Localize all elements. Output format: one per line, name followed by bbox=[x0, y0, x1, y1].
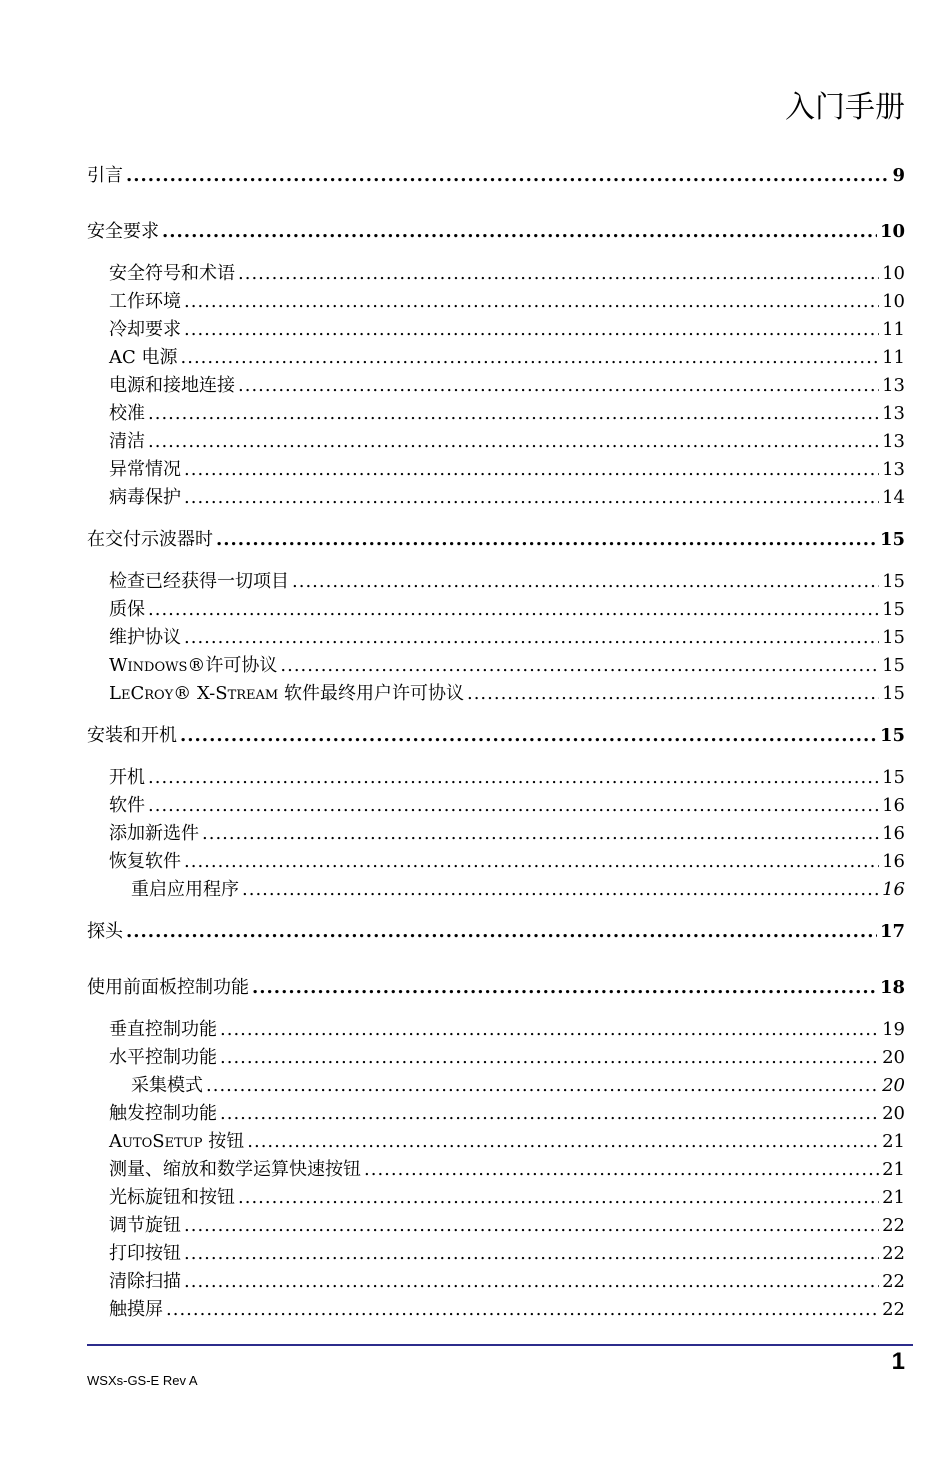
toc-entry-label: 安全符号和术语 bbox=[109, 263, 235, 284]
toc-entry-label: 光标旋钮和按钮 bbox=[109, 1187, 235, 1208]
toc-entry[interactable] bbox=[87, 652, 905, 680]
toc-leader-dots bbox=[220, 1044, 879, 1072]
toc-leader-dots bbox=[242, 876, 879, 904]
toc-leader-dots bbox=[148, 400, 879, 428]
toc-entry-page: 10 bbox=[882, 291, 905, 312]
toc-entry-label: 触发控制功能 bbox=[109, 1103, 217, 1124]
toc-entry-page: 15 bbox=[882, 655, 905, 676]
toc-entry-label: 检查已经获得一切项目 bbox=[109, 571, 289, 592]
toc-entry-page: 15 bbox=[882, 599, 905, 620]
toc-leader-dots bbox=[126, 162, 889, 190]
toc-entry[interactable] bbox=[87, 764, 905, 792]
toc-entry-page: 18 bbox=[879, 977, 905, 998]
toc-entry-page: 15 bbox=[879, 529, 905, 550]
toc-entry[interactable] bbox=[87, 218, 905, 246]
toc-entry[interactable] bbox=[87, 792, 905, 820]
toc-leader-dots bbox=[202, 820, 879, 848]
toc-entry-label: 维护协议 bbox=[109, 627, 181, 648]
toc-leader-dots bbox=[280, 652, 879, 680]
toc-entry[interactable] bbox=[87, 1100, 905, 1128]
table-of-contents bbox=[87, 162, 905, 1324]
page-number: 1 bbox=[891, 1348, 905, 1375]
toc-leader-dots bbox=[184, 1212, 879, 1240]
toc-entry[interactable] bbox=[87, 344, 905, 372]
toc-leader-dots bbox=[162, 218, 877, 246]
toc-entry-label: 重启应用程序 bbox=[131, 879, 239, 900]
toc-leader-dots bbox=[184, 848, 879, 876]
toc-entry[interactable] bbox=[87, 722, 905, 750]
toc-leader-dots bbox=[292, 568, 879, 596]
toc-entry-label: 质保 bbox=[109, 599, 145, 620]
toc-entry-page: 20 bbox=[882, 1103, 905, 1124]
toc-entry-page: 22 bbox=[882, 1271, 905, 1292]
toc-entry-page: 21 bbox=[882, 1159, 905, 1180]
toc-entry-page: 22 bbox=[882, 1243, 905, 1264]
toc-leader-dots bbox=[184, 288, 879, 316]
toc-leader-dots bbox=[148, 596, 879, 624]
toc-entry[interactable] bbox=[87, 1072, 905, 1100]
toc-entry[interactable] bbox=[87, 1268, 905, 1296]
toc-leader-dots bbox=[220, 1100, 879, 1128]
toc-entry-label: 使用前面板控制功能 bbox=[87, 977, 249, 998]
toc-entry-label: LECROY® X-STREAM 软件最终用户许可协议 bbox=[109, 683, 464, 704]
toc-leader-dots bbox=[238, 1184, 879, 1212]
toc-entry-page: 19 bbox=[882, 1019, 905, 1040]
toc-entry-label: 开机 bbox=[109, 767, 145, 788]
toc-leader-dots bbox=[206, 1072, 879, 1100]
toc-leader-dots bbox=[181, 344, 880, 372]
toc-entry[interactable] bbox=[87, 624, 905, 652]
toc-leader-dots bbox=[467, 680, 879, 708]
toc-entry-label: 调节旋钮 bbox=[109, 1215, 181, 1236]
toc-entry-page: 21 bbox=[882, 1187, 905, 1208]
toc-entry-page: 22 bbox=[882, 1215, 905, 1236]
toc-entry-label: 垂直控制功能 bbox=[109, 1019, 217, 1040]
toc-entry-label: 探头 bbox=[87, 921, 123, 942]
toc-entry-page: 14 bbox=[882, 487, 905, 508]
toc-entry-page: 9 bbox=[892, 165, 905, 186]
toc-leader-dots bbox=[166, 1296, 879, 1324]
toc-leader-dots bbox=[148, 764, 879, 792]
toc-entry-page: 15 bbox=[882, 767, 905, 788]
toc-entry[interactable] bbox=[87, 484, 905, 512]
toc-leader-dots bbox=[220, 1016, 879, 1044]
toc-leader-dots bbox=[184, 484, 879, 512]
toc-entry-page: 15 bbox=[879, 725, 905, 746]
toc-entry-label: 在交付示波器时 bbox=[87, 529, 213, 550]
toc-entry-page: 17 bbox=[879, 921, 905, 942]
toc-entry[interactable] bbox=[87, 918, 905, 946]
toc-entry[interactable] bbox=[87, 1128, 905, 1156]
toc-entry[interactable] bbox=[87, 456, 905, 484]
toc-entry[interactable] bbox=[87, 316, 905, 344]
toc-entry[interactable] bbox=[87, 1240, 905, 1268]
toc-entry-label: 恢复软件 bbox=[109, 851, 181, 872]
toc-entry[interactable] bbox=[87, 876, 905, 904]
toc-entry-page: 16 bbox=[882, 879, 905, 900]
toc-entry-page: 16 bbox=[882, 795, 905, 816]
toc-entry-page: 16 bbox=[882, 823, 905, 844]
toc-entry-page: 13 bbox=[882, 459, 905, 480]
toc-leader-dots bbox=[184, 624, 879, 652]
toc-entry[interactable] bbox=[87, 596, 905, 624]
toc-leader-dots bbox=[184, 316, 879, 344]
toc-leader-dots bbox=[126, 918, 877, 946]
toc-entry-label: 异常情况 bbox=[109, 459, 181, 480]
toc-leader-dots bbox=[252, 974, 877, 1002]
toc-leader-dots bbox=[238, 372, 879, 400]
toc-leader-dots bbox=[247, 1128, 879, 1156]
toc-entry-page: 11 bbox=[882, 319, 905, 340]
toc-entry-label: AC 电源 bbox=[109, 347, 178, 368]
toc-leader-dots bbox=[238, 260, 879, 288]
page-title: 入门手册 bbox=[785, 90, 905, 125]
toc-entry-label: 采集模式 bbox=[131, 1075, 203, 1096]
toc-entry[interactable] bbox=[87, 1296, 905, 1324]
toc-entry[interactable] bbox=[87, 1212, 905, 1240]
toc-entry-label: 打印按钮 bbox=[109, 1243, 181, 1264]
toc-entry-label: 电源和接地连接 bbox=[109, 375, 235, 396]
toc-leader-dots bbox=[184, 1240, 879, 1268]
toc-entry[interactable] bbox=[87, 974, 905, 1002]
toc-entry-label: 软件 bbox=[109, 795, 145, 816]
toc-entry-page: 13 bbox=[882, 375, 905, 396]
toc-leader-dots bbox=[148, 792, 879, 820]
toc-entry-page: 15 bbox=[882, 683, 905, 704]
toc-entry-label: 清除扫描 bbox=[109, 1271, 181, 1292]
toc-leader-dots bbox=[184, 1268, 879, 1296]
toc-entry-label: AUTOSETUP 按钮 bbox=[109, 1131, 245, 1152]
toc-entry[interactable] bbox=[87, 400, 905, 428]
toc-entry-page: 11 bbox=[882, 347, 905, 368]
toc-leader-dots bbox=[180, 722, 877, 750]
toc-entry[interactable] bbox=[87, 526, 905, 554]
toc-entry-page: 20 bbox=[882, 1075, 905, 1096]
toc-entry-label: 安全要求 bbox=[87, 221, 159, 242]
toc-entry-page: 21 bbox=[882, 1131, 905, 1152]
toc-entry-label: 触摸屏 bbox=[109, 1299, 163, 1320]
toc-entry-page: 15 bbox=[882, 571, 905, 592]
toc-entry-page: 10 bbox=[879, 221, 905, 242]
toc-entry-page: 22 bbox=[882, 1299, 905, 1320]
toc-entry[interactable] bbox=[87, 260, 905, 288]
toc-entry[interactable] bbox=[87, 428, 905, 456]
toc-entry-page: 15 bbox=[882, 627, 905, 648]
toc-entry[interactable] bbox=[87, 820, 905, 848]
toc-entry[interactable] bbox=[87, 568, 905, 596]
toc-entry-label: 校准 bbox=[109, 403, 145, 424]
toc-entry-page: 13 bbox=[882, 403, 905, 424]
toc-entry-page: 10 bbox=[882, 263, 905, 284]
toc-entry-label: 引言 bbox=[87, 165, 123, 186]
toc-entry-page: 20 bbox=[882, 1047, 905, 1068]
toc-entry-label: 工作环境 bbox=[109, 291, 181, 312]
toc-leader-dots bbox=[184, 456, 879, 484]
toc-entry[interactable] bbox=[87, 162, 905, 190]
toc-entry-label: 测量、缩放和数学运算快速按钮 bbox=[109, 1159, 361, 1180]
toc-entry-label: 安装和开机 bbox=[87, 725, 177, 746]
toc-leader-dots bbox=[148, 428, 879, 456]
toc-entry-label: 病毒保护 bbox=[109, 487, 181, 508]
toc-entry[interactable] bbox=[87, 1184, 905, 1212]
toc-entry[interactable] bbox=[87, 1044, 905, 1072]
toc-entry[interactable] bbox=[87, 1016, 905, 1044]
toc-entry[interactable] bbox=[87, 848, 905, 876]
document-code: WSXs-GS-E Rev A bbox=[87, 1373, 198, 1388]
toc-entry[interactable] bbox=[87, 680, 905, 708]
toc-entry[interactable] bbox=[87, 372, 905, 400]
toc-entry-label: 水平控制功能 bbox=[109, 1047, 217, 1068]
toc-leader-dots bbox=[216, 526, 877, 554]
toc-entry-label: 添加新选件 bbox=[109, 823, 199, 844]
toc-entry-label: 清洁 bbox=[109, 431, 145, 452]
toc-entry[interactable] bbox=[87, 288, 905, 316]
toc-entry-label: 冷却要求 bbox=[109, 319, 181, 340]
toc-entry-page: 16 bbox=[882, 851, 905, 872]
toc-entry-label: WINDOWS®许可协议 bbox=[109, 655, 278, 676]
toc-leader-dots bbox=[364, 1156, 879, 1184]
toc-entry-page: 13 bbox=[882, 431, 905, 452]
footer-divider bbox=[87, 1344, 913, 1346]
toc-entry[interactable] bbox=[87, 1156, 905, 1184]
